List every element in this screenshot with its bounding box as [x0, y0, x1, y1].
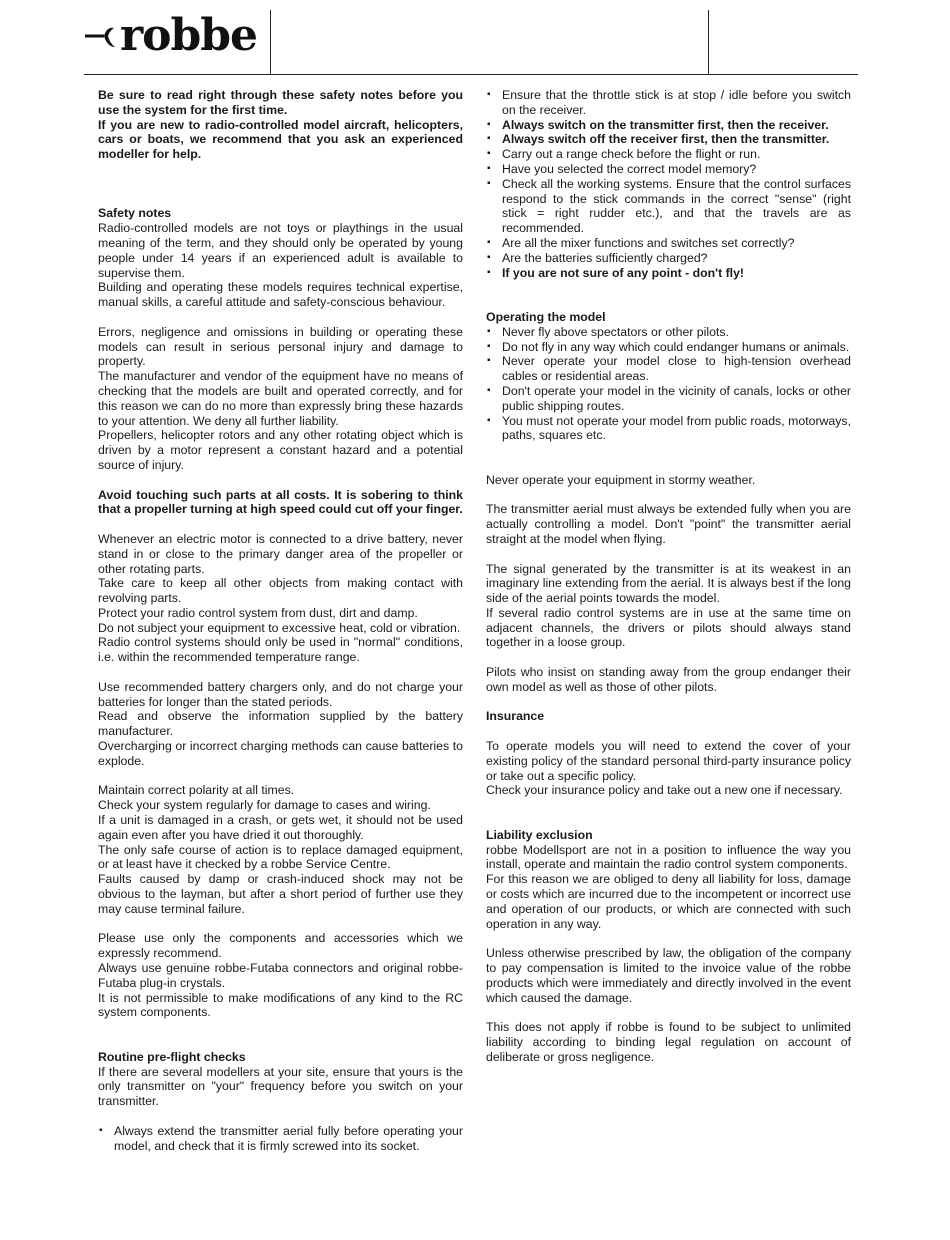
list-item: ▪ Always switch off the receiver first, then the transmitter. — [486, 132, 851, 147]
battery-paragraph: Overcharging or incorrect charging methods can cause batteries to explode. — [98, 739, 463, 768]
routine-checks-heading: Routine pre-flight checks — [98, 1049, 246, 1064]
operating-paragraph: Pilots who insist on standing away from the group endanger their own model as well as those of other pilots. — [486, 665, 851, 694]
maintenance-paragraph: Maintain correct polarity at all times. — [98, 783, 295, 798]
list-item: ▪ Never fly above spectators or other pilots. — [486, 325, 851, 340]
maintenance-paragraph: If a unit is damaged in a crash, or gets wet, it should not be used again even after you have dried it out thoroughly. — [98, 813, 463, 842]
page-header — [0, 0, 950, 75]
safety-paragraph: Take care to keep all other objects from making contact with revolving parts. — [98, 576, 463, 606]
header-rule — [84, 74, 858, 75]
list-item: ▪ Are all the mixer functions and switches set correctly? — [486, 236, 851, 251]
list-item: ▪ Carry out a range check before the flight or run. — [486, 147, 851, 162]
right-column — [486, 88, 851, 1065]
list-item: ▪ Have you selected the correct model memory? — [486, 162, 851, 177]
list-item: ▪ Are the batteries sufficiently charged? — [486, 251, 851, 266]
insurance-paragraph: Check your insurance policy and take out a new one if necessary. — [486, 783, 843, 798]
list-item: ▪ Never operate your model close to high-tension overhead cables or residential areas. — [486, 354, 851, 384]
robbe-logo — [84, 10, 258, 61]
safety-paragraph: Radio control systems should only be used in "normal" conditions, i.e. within the recommended temperature range. — [98, 635, 463, 665]
safety-paragraph: Building and operating these models requires technical expertise, manual skills, a careful attitude and safety-conscious behaviour. — [98, 280, 463, 310]
insurance-heading: Insurance — [486, 709, 545, 724]
components-paragraph: Please use only the components and accessories which we expressly recommend. — [98, 931, 463, 961]
list-item: ▪ Check all the working systems. Ensure that the control surfaces respond to the stick commands in the correct "sense" (right stick = right rudder etc.), and that the travels are as recommended. — [486, 177, 851, 236]
operating-paragraph: Never operate your equipment in stormy weather. — [486, 472, 756, 487]
brand-name: robbe — [120, 10, 258, 61]
components-paragraph: It is not permissible to make modifications of any kind to the RC system components. — [98, 990, 463, 1020]
maintenance-paragraph: Check your system regularly for damage to cases and wiring. — [98, 798, 431, 813]
operating-paragraph: If several radio control systems are in use at the same time on adjacent channels, the drivers or pilots should always stand together in a loose group. — [486, 605, 851, 650]
safety-paragraph: Whenever an electric motor is connected to a drive battery, never stand in or close to the primary danger area of the propeller or other rotating parts. — [98, 531, 463, 576]
propeller-warning: Avoid touching such parts at all costs. It is sobering to think that a propeller turning at high speed could cut off your finger. — [98, 487, 463, 517]
propeller-logo-icon — [84, 21, 118, 51]
list-item: ▪ If you are not sure of any point - don't fly! — [486, 266, 851, 281]
maintenance-paragraph: Faults caused by damp or crash-induced shock may not be obvious to the layman, but after a short period of further use they may cause terminal failure. — [98, 872, 463, 916]
intro-read-notice: Be sure to read right through these safety notes before you use the system for the first time. — [98, 88, 463, 117]
header-divider-left — [270, 10, 271, 74]
liability-paragraph: Unless otherwise prescribed by law, the obligation of the company to pay compensation is limited to the invoice value of the robbe products which were immediately and directly involved in the event which caused the damage. — [486, 946, 851, 1005]
header-divider-right — [708, 10, 709, 74]
safety-notes-heading: Safety notes — [98, 206, 172, 221]
list-item: ▪ Always switch on the transmitter first, then the receiver. — [486, 118, 851, 133]
operating-list — [486, 325, 851, 443]
operating-paragraph: The transmitter aerial must always be extended fully when you are actually controlling a model. Don't "point" the transmitter aerial straight at the model when flying. — [486, 502, 851, 546]
preflight-checks-list — [486, 88, 851, 280]
safety-paragraph: Errors, negligence and omissions in building or operating these models can result in serious personal injury and damage to property. — [98, 324, 463, 369]
list-item: ▪ You must not operate your model from public roads, motorways, paths, squares etc. — [486, 414, 851, 444]
liability-paragraph: This does not apply if robbe is found to be subject to unlimited liability according to binding legal regulation on account of deliberate or gross negligence. — [486, 1020, 851, 1064]
safety-paragraph: Protect your radio control system from dust, dirt and damp. — [98, 605, 418, 620]
operating-paragraph: The signal generated by the transmitter is at its weakest in an imaginary line extending from the aerial. It is always best if the long side of the aerial points towards the model. — [486, 561, 851, 606]
intro-new-modeller: If you are new to radio-controlled model aircraft, helicopters, cars or boats, we recommend that you ask an experienced modeller for help. — [98, 117, 463, 162]
safety-paragraph: Do not subject your equipment to excessive heat, cold or vibration. — [98, 620, 461, 635]
list-item: ▪ Do not fly in any way which could endanger humans or animals. — [486, 340, 851, 355]
insurance-paragraph: To operate models you will need to extend the cover of your existing policy of the standard personal third-party insurance policy or take out a specific policy. — [486, 739, 851, 783]
routine-checks-list — [98, 1124, 463, 1154]
list-item: ▪ Always extend the transmitter aerial fully before operating your model, and check that it is firmly screwed into its socket. — [98, 1124, 463, 1154]
safety-paragraph: Propellers, helicopter rotors and any other rotating object which is driven by a motor represent a constant hazard and a potential source of injury. — [98, 428, 463, 472]
components-paragraph: Always use genuine robbe-Futaba connectors and original robbe-Futaba plug-in crystals. — [98, 961, 463, 990]
battery-paragraph: Use recommended battery chargers only, and do not charge your batteries for longer than the stated periods. — [98, 679, 463, 709]
operating-heading: Operating the model — [486, 309, 606, 324]
list-item: ▪ Don't operate your model in the vicinity of canals, locks or other public shipping routes. — [486, 384, 851, 414]
safety-paragraph: Radio-controlled models are not toys or playthings in the usual meaning of the term, and they should only be operated by young people under 14 years if an experienced adult is available to supervise them. — [98, 221, 463, 280]
liability-paragraph: For this reason we are obliged to deny all liability for loss, damage or costs which are incurred due to the incompetent or incorrect use and operation of our products, or which are connected with such operation in any way. — [486, 872, 851, 931]
list-item: ▪ Ensure that the throttle stick is at stop / idle before you switch on the receiver. — [486, 88, 851, 118]
safety-paragraph: The manufacturer and vendor of the equipment have no means of checking that the models are built and operated correctly, and for this reason we can do no more than expressly bring these hazards to your attention. We deny all further liability. — [98, 369, 463, 428]
maintenance-paragraph: The only safe course of action is to replace damaged equipment, or at least have it checked by a robbe Service Centre. — [98, 842, 463, 872]
routine-paragraph: If there are several modellers at your site, ensure that yours is the only transmitter on "your" frequency before you switch on your transmitter. — [98, 1064, 463, 1109]
battery-paragraph: Read and observe the information supplied by the battery manufacturer. — [98, 709, 463, 739]
liability-paragraph: robbe Modellsport are not in a position to influence the way you install, operate and maintain the radio control system components. — [486, 842, 851, 872]
left-column — [98, 88, 463, 1153]
liability-heading: Liability exclusion — [486, 827, 593, 842]
